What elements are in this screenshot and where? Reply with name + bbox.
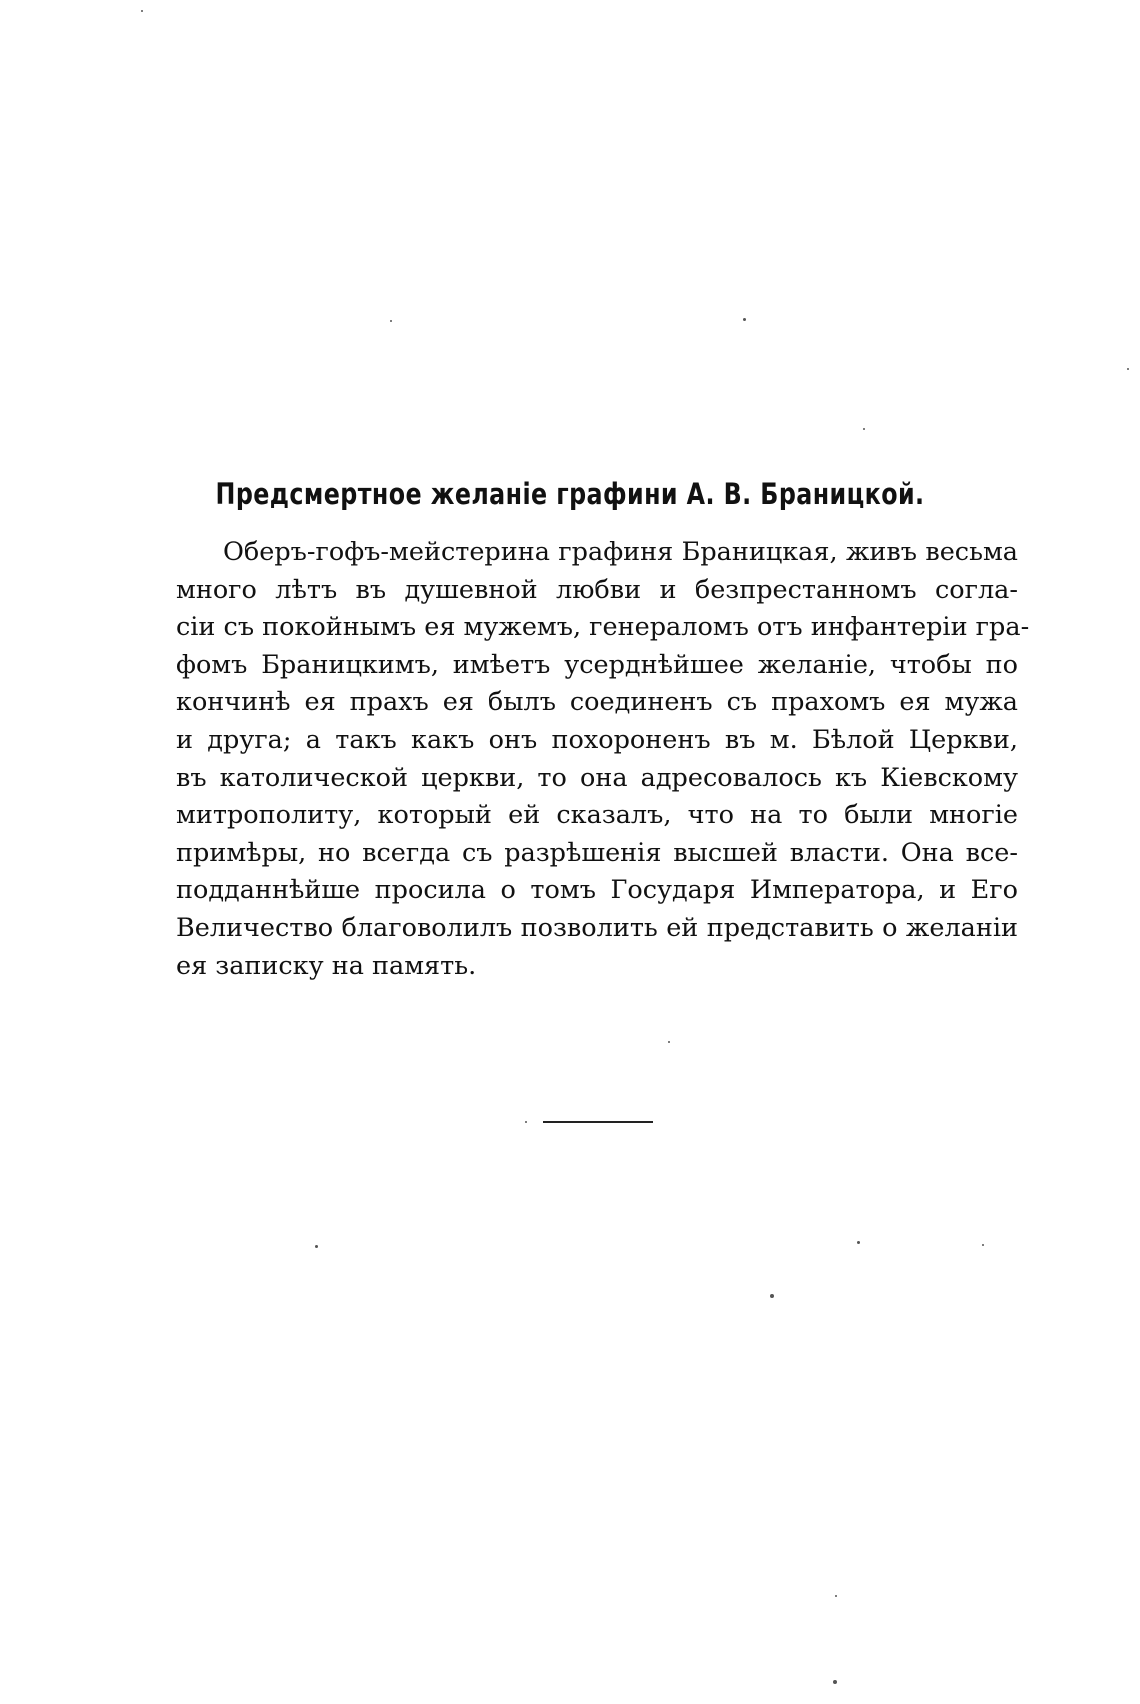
body-paragraph: [176, 534, 1030, 985]
paragraph-line: фомъ Браницкимъ, имѣетъ усерднѣйшее желаніе, чтобы по: [176, 649, 1018, 680]
scan-speck: [835, 1595, 837, 1597]
scan-speck: [315, 1245, 318, 1248]
scan-speck: [863, 428, 865, 430]
scan-speck: [668, 1041, 670, 1043]
scan-speck: [770, 1294, 774, 1298]
paragraph-line: въ католической церкви, то она адресовалось къ Кіевскому: [176, 762, 1018, 793]
paragraph-line: Величество благоволилъ позволить ей представить о желаніи: [176, 912, 1018, 943]
paragraph-line: ея записку на память.: [176, 950, 477, 981]
paragraph-line: примѣры, но всегда съ разрѣшенія высшей власти. Она все-: [176, 837, 1018, 868]
paragraph-line: кончинѣ ея прахъ ея былъ соединенъ съ прахомъ ея мужа: [176, 687, 1018, 718]
section-divider-rule: [543, 1121, 653, 1123]
paragraph-line: и друга; а такъ какъ онъ похороненъ въ м. Бѣлой Церкви,: [176, 724, 1018, 755]
scan-speck: [1127, 368, 1129, 370]
scan-speck: [390, 320, 392, 322]
paragraph-line: Оберъ-гофъ-мейстерина графиня Браницкая, живъ весьма: [223, 537, 1018, 567]
paragraph-line: много лѣтъ въ душевной любви и безпрестанномъ согла-: [176, 574, 1018, 605]
scan-speck: [743, 318, 746, 321]
scan-speck: [141, 10, 143, 12]
paragraph-line: сіи съ покойнымъ ея мужемъ, генераломъ отъ инфантеріи гра-: [176, 612, 1030, 643]
paragraph-line: подданнѣйше просила о томъ Государя Императора, и Его: [176, 875, 1018, 906]
page-title: Предсмертное желаніе графини А. В. Браницкой.: [215, 477, 925, 512]
scan-speck: [833, 1680, 837, 1684]
scan-speck: [982, 1244, 984, 1246]
scan-speck: [525, 1121, 527, 1123]
paragraph-line: митрополиту, который ей сказалъ, что на то были многіе: [176, 800, 1018, 831]
scan-speck: [857, 1241, 860, 1244]
